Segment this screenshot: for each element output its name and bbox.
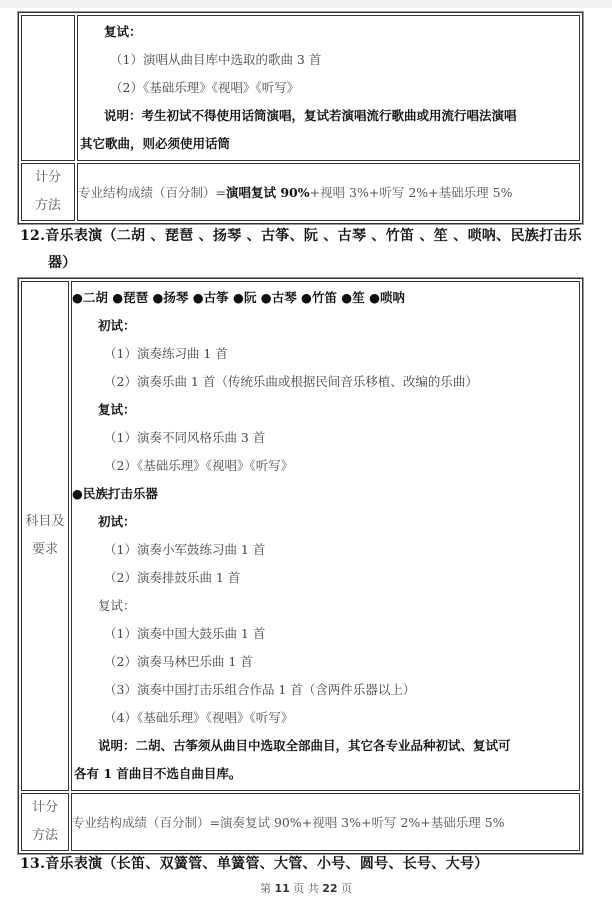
instrument-group-heading: ●二胡 ●琵琶 ●扬琴 ●古筝 ●阮 ●古琴 ●竹笛 ●笙 ●唢呐 bbox=[72, 290, 405, 305]
initial-heading: 初试： bbox=[98, 318, 136, 333]
row-label-empty bbox=[21, 15, 75, 161]
retest-item: （4）《基础乐理》《视唱》《听写》 bbox=[104, 710, 294, 725]
table-row-scoring bbox=[21, 163, 580, 221]
table-row-scoring bbox=[21, 793, 580, 851]
formula-prefix: 专业结构成绩（百分制）= bbox=[78, 185, 226, 200]
retest-item: （3）演奏中国打击乐组合作品 1 首（含两件乐器以上） bbox=[104, 682, 416, 697]
note-line: 说明：考生初试不得使用话筒演唱，复试若演唱流行歌曲或用流行唱法演唱 bbox=[104, 108, 517, 123]
requirements-table-folk-instruments bbox=[18, 278, 583, 854]
requirements-table-vocal bbox=[18, 12, 583, 224]
section-13-title bbox=[20, 853, 489, 873]
retest-heading: 复试： bbox=[98, 402, 136, 417]
page-footer bbox=[0, 880, 612, 896]
viewer-top-edge bbox=[0, 0, 612, 8]
retest-item: （2）演奏马林巴乐曲 1 首 bbox=[104, 654, 253, 669]
section-title-line: 12.音乐表演（二胡 、琵琶 、扬琴 、古筝、阮 、古琴 、竹笛 、笙 、唢呐、民族打击乐 bbox=[20, 228, 582, 244]
footer-text: 第 bbox=[259, 882, 271, 895]
section-12-title-cont bbox=[48, 252, 77, 272]
scoring-label bbox=[21, 163, 75, 221]
retest-item: （1）演奏中国大鼓乐曲 1 首 bbox=[104, 626, 266, 641]
label-line: 科目及 bbox=[25, 514, 65, 529]
table-row-requirements bbox=[21, 281, 580, 791]
table-row-requirements bbox=[21, 15, 580, 161]
initial-item: （2）演奏排鼓乐曲 1 首 bbox=[104, 570, 241, 585]
initial-item: （2）演奏乐曲 1 首（传统乐曲或根据民间音乐移植、改编的乐曲） bbox=[104, 374, 478, 389]
section-title-line: 器） bbox=[48, 255, 77, 271]
retest-heading: 复试： bbox=[98, 598, 136, 613]
retest-item: （2）《基础乐理》《视唱》《听写》 bbox=[104, 458, 294, 473]
total-pages-number: 22 bbox=[322, 882, 338, 895]
initial-item: （1）演奏练习曲 1 首 bbox=[104, 346, 228, 361]
instrument-group-heading: ●民族打击乐器 bbox=[72, 486, 158, 501]
initial-heading: 初试： bbox=[98, 514, 136, 529]
requirements-content bbox=[71, 281, 580, 791]
retest-item: （1）演唱从曲目库中选取的歌曲 3 首 bbox=[110, 52, 322, 67]
scoring-formula bbox=[77, 163, 580, 221]
scoring-label bbox=[21, 793, 69, 851]
note-line: 各有 1 首曲目不选自曲目库。 bbox=[74, 766, 242, 781]
retest-heading: 复试： bbox=[104, 24, 142, 39]
footer-text: 页 bbox=[341, 882, 353, 895]
scoring-label-line: 计分 bbox=[34, 170, 61, 185]
section-12-title bbox=[20, 225, 582, 245]
label-line: 要求 bbox=[31, 542, 58, 557]
section-title-line: 13.音乐表演（长笛、双簧管、单簧管、大管、小号、圆号、长号、大号） bbox=[20, 856, 489, 872]
initial-item: （1）演奏小军鼓练习曲 1 首 bbox=[104, 542, 266, 557]
scoring-label-line: 方法 bbox=[34, 198, 61, 213]
requirements-content bbox=[77, 15, 580, 161]
current-page-number: 11 bbox=[274, 882, 290, 895]
retest-item: （2）《基础乐理》《视唱》《听写》 bbox=[110, 80, 300, 95]
subject-requirements-label bbox=[21, 281, 69, 791]
formula-highlight: 演唱复试 90% bbox=[225, 185, 310, 200]
note-line: 说明：二胡、古筝须从曲目中选取全部曲目，其它各专业品种初试、复试可 bbox=[98, 738, 511, 753]
formula-suffix: +视唱 3%+听写 2%+基础乐理 5% bbox=[309, 185, 513, 200]
footer-text: 页 共 bbox=[293, 882, 319, 895]
scoring-formula: 专业结构成绩（百分制）=演奏复试 90%+视唱 3%+听写 2%+基础乐理 5% bbox=[71, 793, 580, 851]
retest-item: （1）演奏不同风格乐曲 3 首 bbox=[104, 430, 266, 445]
scoring-label-line: 计分 bbox=[31, 800, 58, 815]
scoring-label-line: 方法 bbox=[31, 828, 58, 843]
note-line: 其它歌曲，则必须使用话筒 bbox=[80, 136, 231, 151]
